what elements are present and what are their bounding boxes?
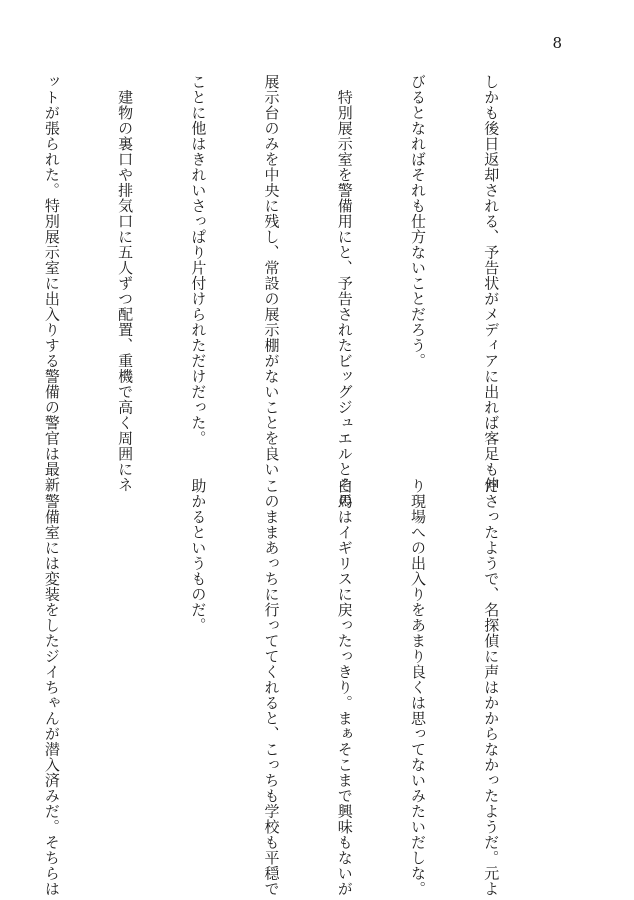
lower-text-block bbox=[42, 478, 552, 897]
text-line: ことに他はきれいさっぱり片付けられただけだった。 bbox=[189, 74, 208, 446]
text-line: ださったようで、名探偵に声はかからなかったようだ。元よ bbox=[482, 478, 501, 897]
text-line: 展示台のみを中央に残し、常設の展示棚がないことを良い bbox=[262, 74, 281, 477]
text-line: このままあっちに行っててくれると、こっちも学校も平穏で bbox=[262, 478, 281, 897]
text-line: びるとなればそれも仕方ないことだろう。 bbox=[408, 74, 427, 369]
text-line: しかも後日返却される、予告状がメディアに出れば客足も伸 bbox=[482, 74, 501, 493]
blank-line bbox=[113, 478, 137, 838]
text-line: 助かるというものだ。 bbox=[189, 478, 208, 633]
text-line: 特別展示室を警備用にと、予告されたビッグジュエルとその bbox=[335, 74, 354, 508]
page-number: 8 bbox=[552, 34, 562, 52]
text-line: 建物の裏口や排気口に五人ずつ配置、重機で高く周囲にネ bbox=[116, 74, 135, 493]
text-line: 警備室には変装をしたジイちゃんが潜入済みだ。そちらは bbox=[42, 478, 61, 897]
text-line: 白馬はイギリスに戻ったっきり。まぁそこまで興味もないが bbox=[335, 478, 354, 897]
text-line: り現場への出入りをあまり良くは思ってないみたいだしな。 bbox=[408, 478, 427, 897]
upper-text-block bbox=[42, 74, 552, 508]
text-line: ットが張られた。特別展示室に出入りする警備の警官は最新 bbox=[42, 74, 61, 493]
